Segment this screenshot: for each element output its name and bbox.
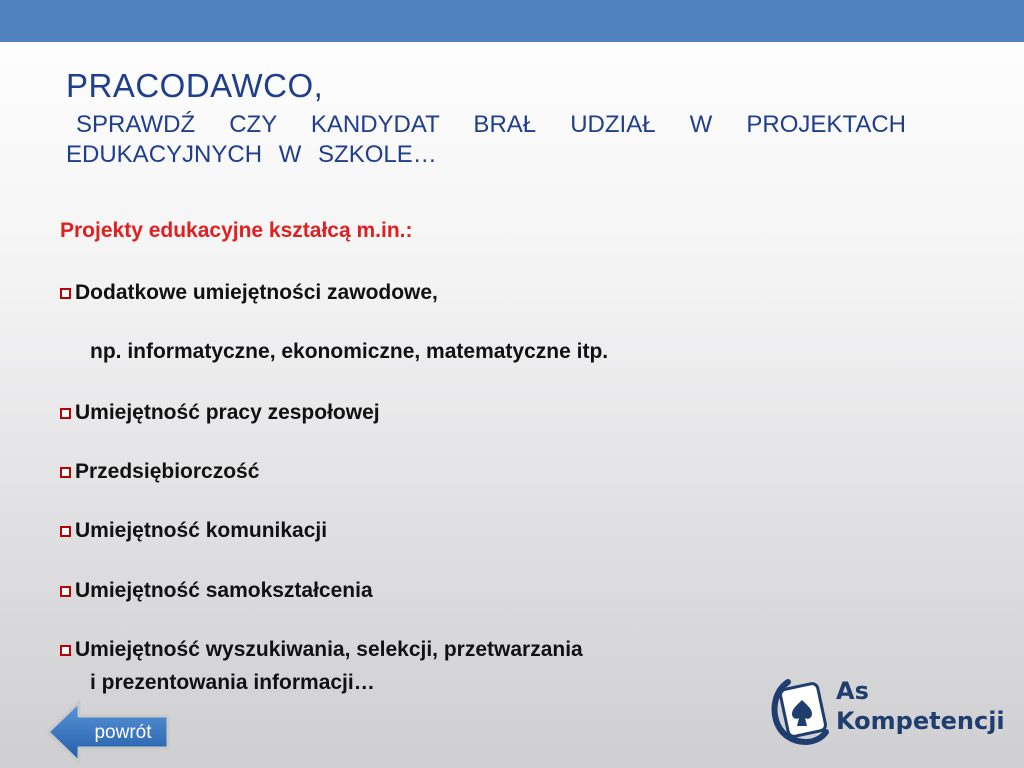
list-item [60, 396, 380, 429]
list-item-note: np. informatyczne, ekonomiczne, matematyczne itp. [90, 340, 609, 363]
list-item-text: Umiejętność komunikacji [75, 519, 328, 542]
list-item [60, 276, 438, 309]
as-kompetencji-logo [770, 672, 1005, 752]
logo-line-1: As [836, 677, 869, 705]
list-item-text: Umiejętność samokształcenia [75, 579, 373, 602]
square-bullet-icon [60, 467, 71, 478]
list-item-text: Przedsiębiorczość [75, 460, 260, 483]
title-main: PRACODAWCO, [66, 67, 324, 104]
square-bullet-icon [60, 408, 71, 419]
list-item [60, 455, 259, 488]
square-bullet-icon [60, 288, 71, 299]
square-bullet-icon [60, 586, 71, 597]
logo-text [836, 676, 1005, 736]
square-bullet-icon [60, 526, 71, 537]
list-item [60, 633, 583, 699]
list-item-text: Dodatkowe umiejętności zawodowe, [75, 281, 438, 304]
intro-text: Projekty edukacyjne kształcą m.in.: [60, 219, 413, 242]
top-bar [0, 0, 1024, 42]
back-button[interactable] [46, 700, 172, 764]
logo-line-2: Kompetencji [836, 707, 1005, 735]
list-item-text: Umiejętność wyszukiwania, selekcji, przetwarzania [75, 638, 583, 661]
list-item [60, 514, 327, 547]
list-item [60, 574, 373, 607]
title-subtitle: SPRAWDŹ CZY KANDYDAT BRAŁ UDZIAŁ W PROJEKTACH EDUKACYJNYCH W SZKOLE… [66, 111, 906, 168]
list-item-continuation: i prezentowania informacji… [90, 671, 375, 694]
slide-title [66, 66, 906, 170]
spade-card-logo-icon [770, 672, 834, 752]
back-button-label: powrót [94, 722, 152, 743]
square-bullet-icon [60, 645, 71, 656]
list-item-text: Umiejętność pracy zespołowej [75, 401, 380, 424]
